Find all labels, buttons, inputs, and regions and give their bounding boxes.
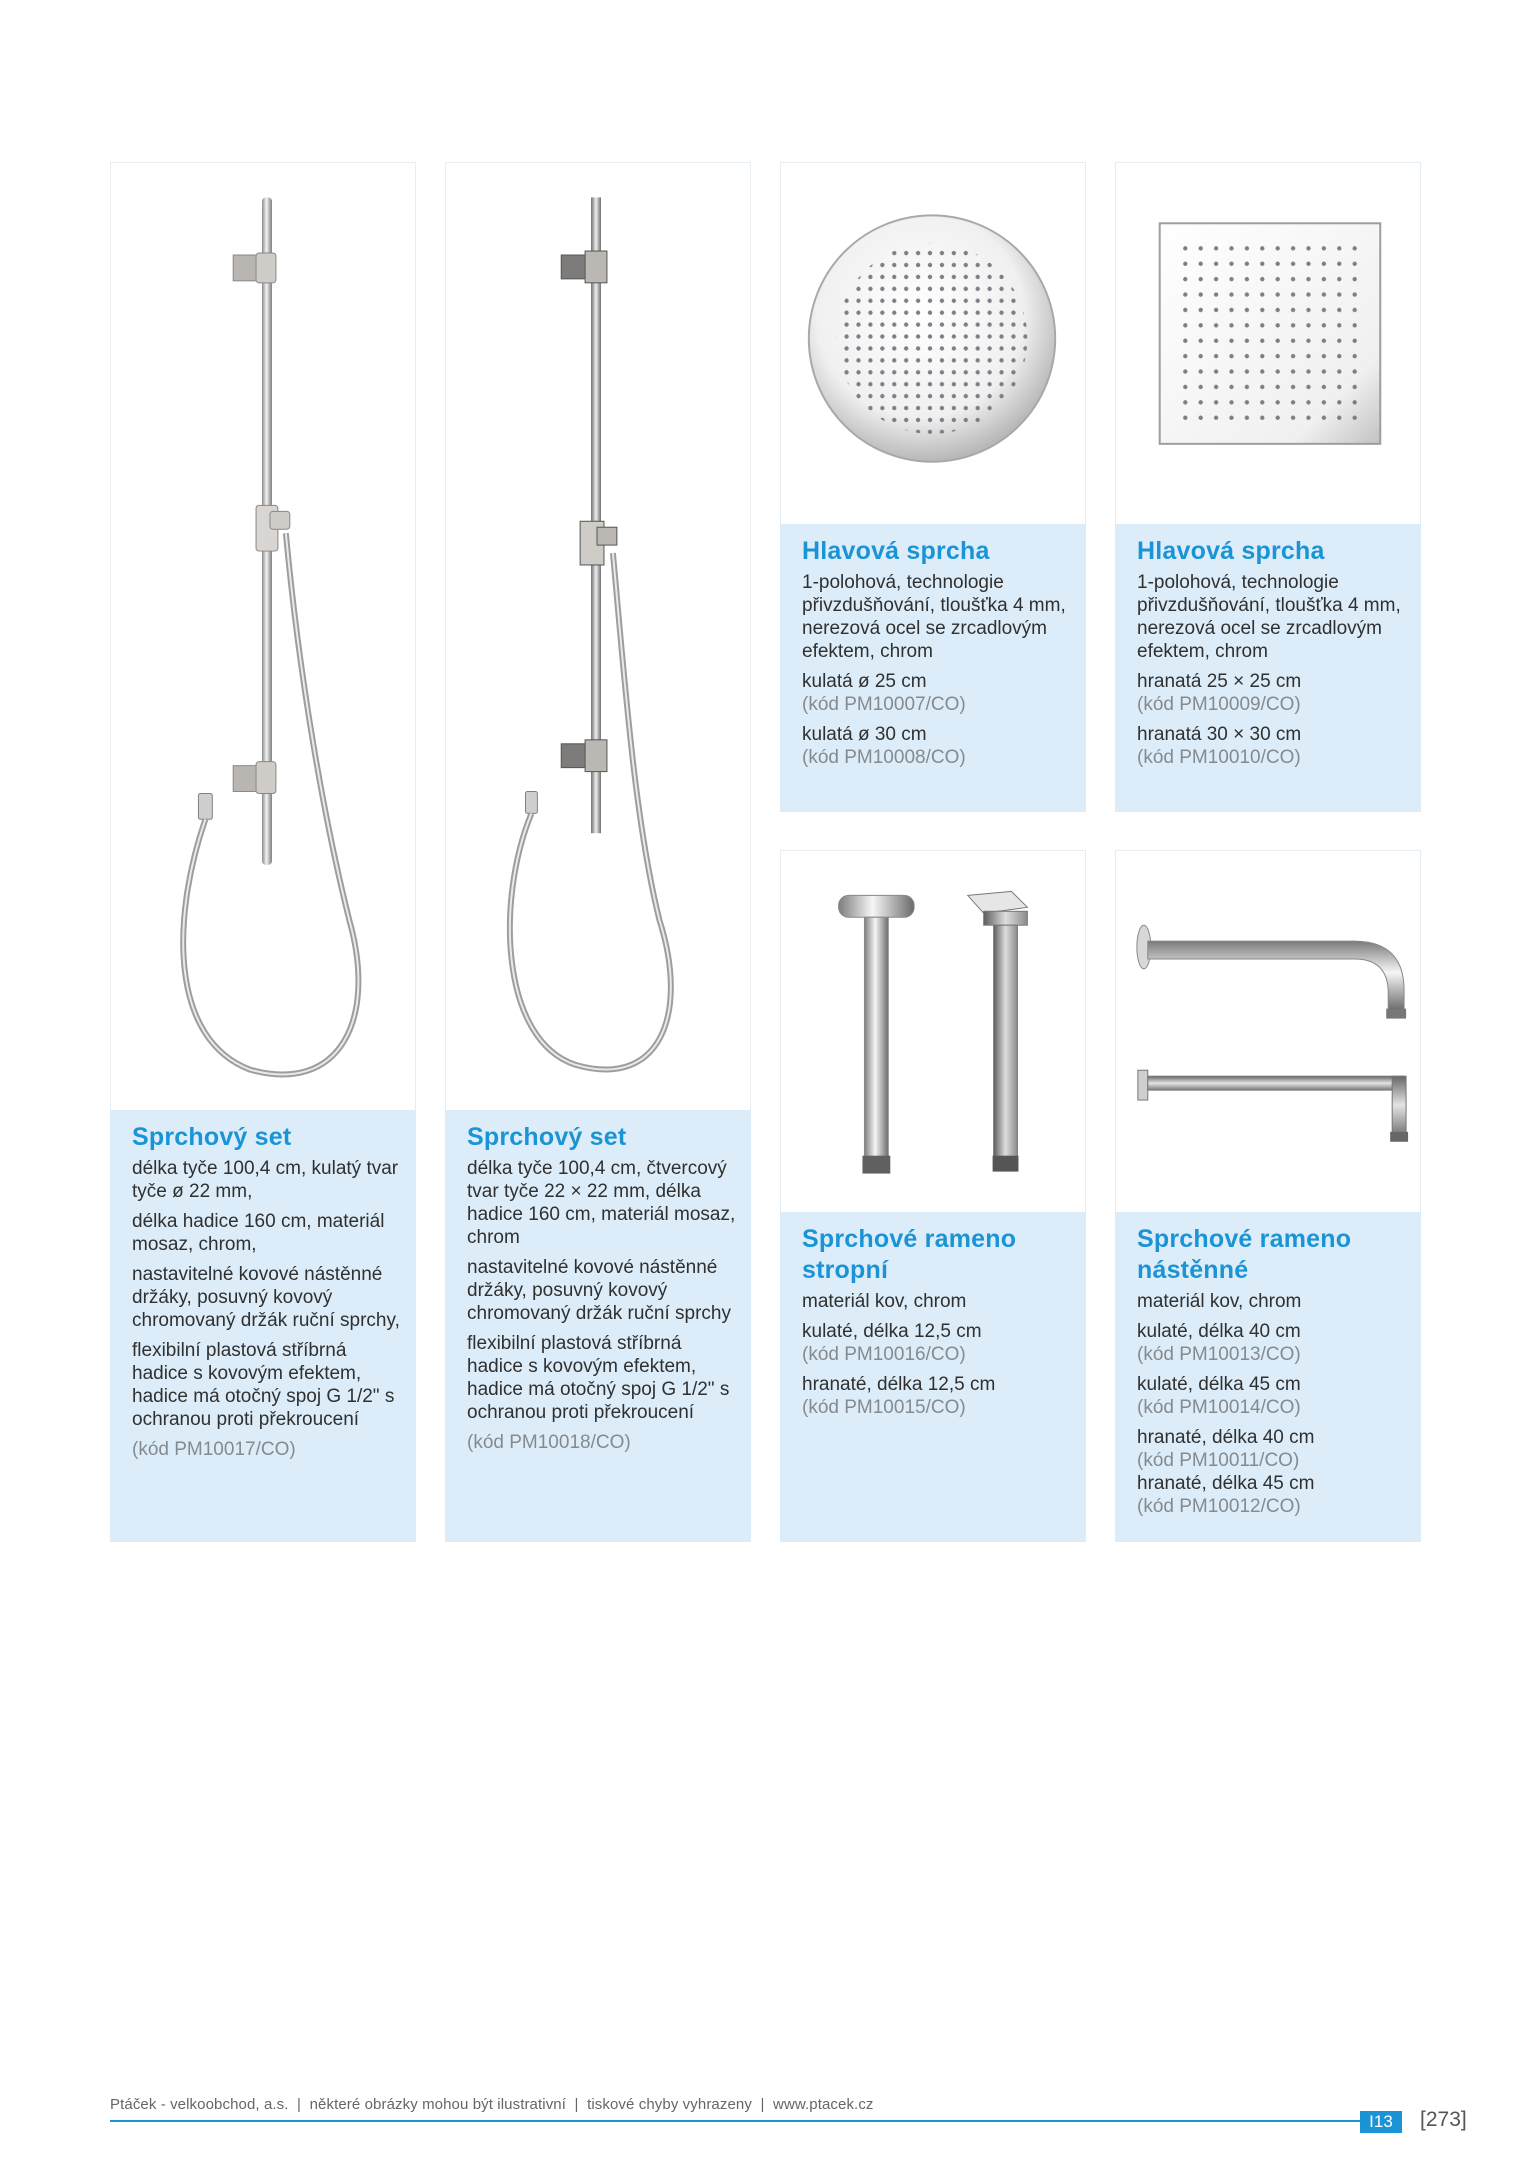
variant-code: (kód PM10007/CO) (802, 694, 966, 715)
variant-label: kulaté, délka 40 cm (1137, 1321, 1301, 1342)
product-info (445, 1110, 751, 1542)
product-photo (780, 850, 1086, 1212)
variant-code: (kód PM10008/CO) (802, 747, 966, 768)
product-card-wall-arm (1115, 850, 1421, 1542)
product-spec: nastavitelné kovové nástěnné držáky, posuvný kovový chromovaný držák ruční sprchy (467, 1257, 731, 1324)
product-info (780, 1212, 1086, 1542)
variant-label: kulaté, délka 45 cm (1137, 1374, 1301, 1395)
variant-label: kulatá ø 30 cm (802, 724, 927, 745)
variant-label: hranaté, délka 40 cm (1137, 1427, 1315, 1448)
product-code: (kód PM10018/CO) (467, 1432, 631, 1453)
product-description: materiál kov, chrom (802, 1291, 967, 1312)
product-photo (110, 162, 416, 1110)
variant-code: (kód PM10013/CO) (1137, 1344, 1301, 1365)
variant-code: (kód PM10012/CO) (1137, 1496, 1301, 1517)
product-photo (1115, 162, 1421, 524)
product-card-shower-set-round (110, 162, 416, 1542)
product-title: Hlavová sprcha (802, 537, 990, 565)
product-spec: flexibilní plastová stříbrná hadice s kovovým efektem, hadice má otočný spoj G 1/2" s ochranou proti překroucení (132, 1340, 395, 1430)
variant-code: (kód PM10016/CO) (802, 1344, 966, 1365)
product-photo (780, 162, 1086, 524)
product-photo (445, 162, 751, 1110)
square-head-shower-icon (1116, 163, 1420, 524)
product-card-head-shower-round (780, 162, 1086, 812)
round-head-shower-icon (781, 163, 1085, 524)
product-description: 1-polohová, technologie přivzdušňování, tloušťka 4 mm, nerezová ocel se zrcadlovým efektem, chrom (802, 572, 1066, 662)
product-spec: flexibilní plastová stříbrná hadice s kovovým efektem, hadice má otočný spoj G 1/2" s ochranou proti překroucení (467, 1333, 730, 1423)
variant-code: (kód PM10009/CO) (1137, 694, 1301, 715)
footer-disclaimer: Ptáček - velkoobchod, a.s. | některé obrázky mohou být ilustrativní | tiskové chyby vyhrazeny | www.ptacek.cz (110, 2096, 874, 2113)
product-photo (1115, 850, 1421, 1212)
section-badge: I13 (1360, 2111, 1402, 2133)
product-description: materiál kov, chrom (1137, 1291, 1302, 1312)
variant-code: (kód PM10014/CO) (1137, 1397, 1301, 1418)
variant-label: hranatá 25 × 25 cm (1137, 671, 1302, 692)
shower-set-square-rail-icon (446, 163, 750, 1110)
product-info (1115, 1212, 1421, 1542)
product-card-head-shower-square (1115, 162, 1421, 812)
variant-label: kulaté, délka 12,5 cm (802, 1321, 982, 1342)
product-code: (kód PM10017/CO) (132, 1439, 296, 1460)
product-card-shower-set-square (445, 162, 751, 1542)
product-description: 1-polohová, technologie přivzdušňování, tloušťka 4 mm, nerezová ocel se zrcadlovým efektem, chrom (1137, 572, 1401, 662)
product-title: Hlavová sprcha (1137, 537, 1325, 565)
product-info (780, 524, 1086, 812)
variant-code: (kód PM10011/CO) (1137, 1450, 1300, 1471)
product-card-ceiling-arm (780, 850, 1086, 1542)
ceiling-shower-arm-icon (781, 851, 1085, 1212)
variant-code: (kód PM10015/CO) (802, 1397, 966, 1418)
page-number: [273] (1420, 2108, 1467, 2131)
product-spec: délka tyče 100,4 cm, čtvercový tvar tyče 22 × 22 mm, délka hadice 160 cm, materiál mosaz, chrom (467, 1158, 736, 1248)
product-title: Sprchový set (467, 1123, 627, 1151)
product-spec: délka hadice 160 cm, materiál mosaz, chrom, (132, 1211, 385, 1255)
footer-divider (110, 2120, 1360, 2122)
product-spec: délka tyče 100,4 cm, kulatý tvar tyče ø 22 mm, (132, 1158, 399, 1202)
variant-label: hranaté, délka 45 cm (1137, 1473, 1315, 1494)
product-spec: nastavitelné kovové nástěnné držáky, posuvný kovový chromovaný držák ruční sprchy, (132, 1264, 400, 1331)
variant-label: hranaté, délka 12,5 cm (802, 1374, 996, 1395)
product-title: Sprchové rameno stropní (802, 1225, 1017, 1284)
variant-label: kulatá ø 25 cm (802, 671, 927, 692)
product-info (1115, 524, 1421, 812)
shower-set-round-rail-icon (111, 163, 415, 1110)
product-title: Sprchový set (132, 1123, 292, 1151)
product-title: Sprchové rameno nástěnné (1137, 1225, 1352, 1284)
product-info (110, 1110, 416, 1542)
variant-label: hranatá 30 × 30 cm (1137, 724, 1302, 745)
wall-shower-arm-icon (1116, 851, 1420, 1212)
variant-code: (kód PM10010/CO) (1137, 747, 1301, 768)
